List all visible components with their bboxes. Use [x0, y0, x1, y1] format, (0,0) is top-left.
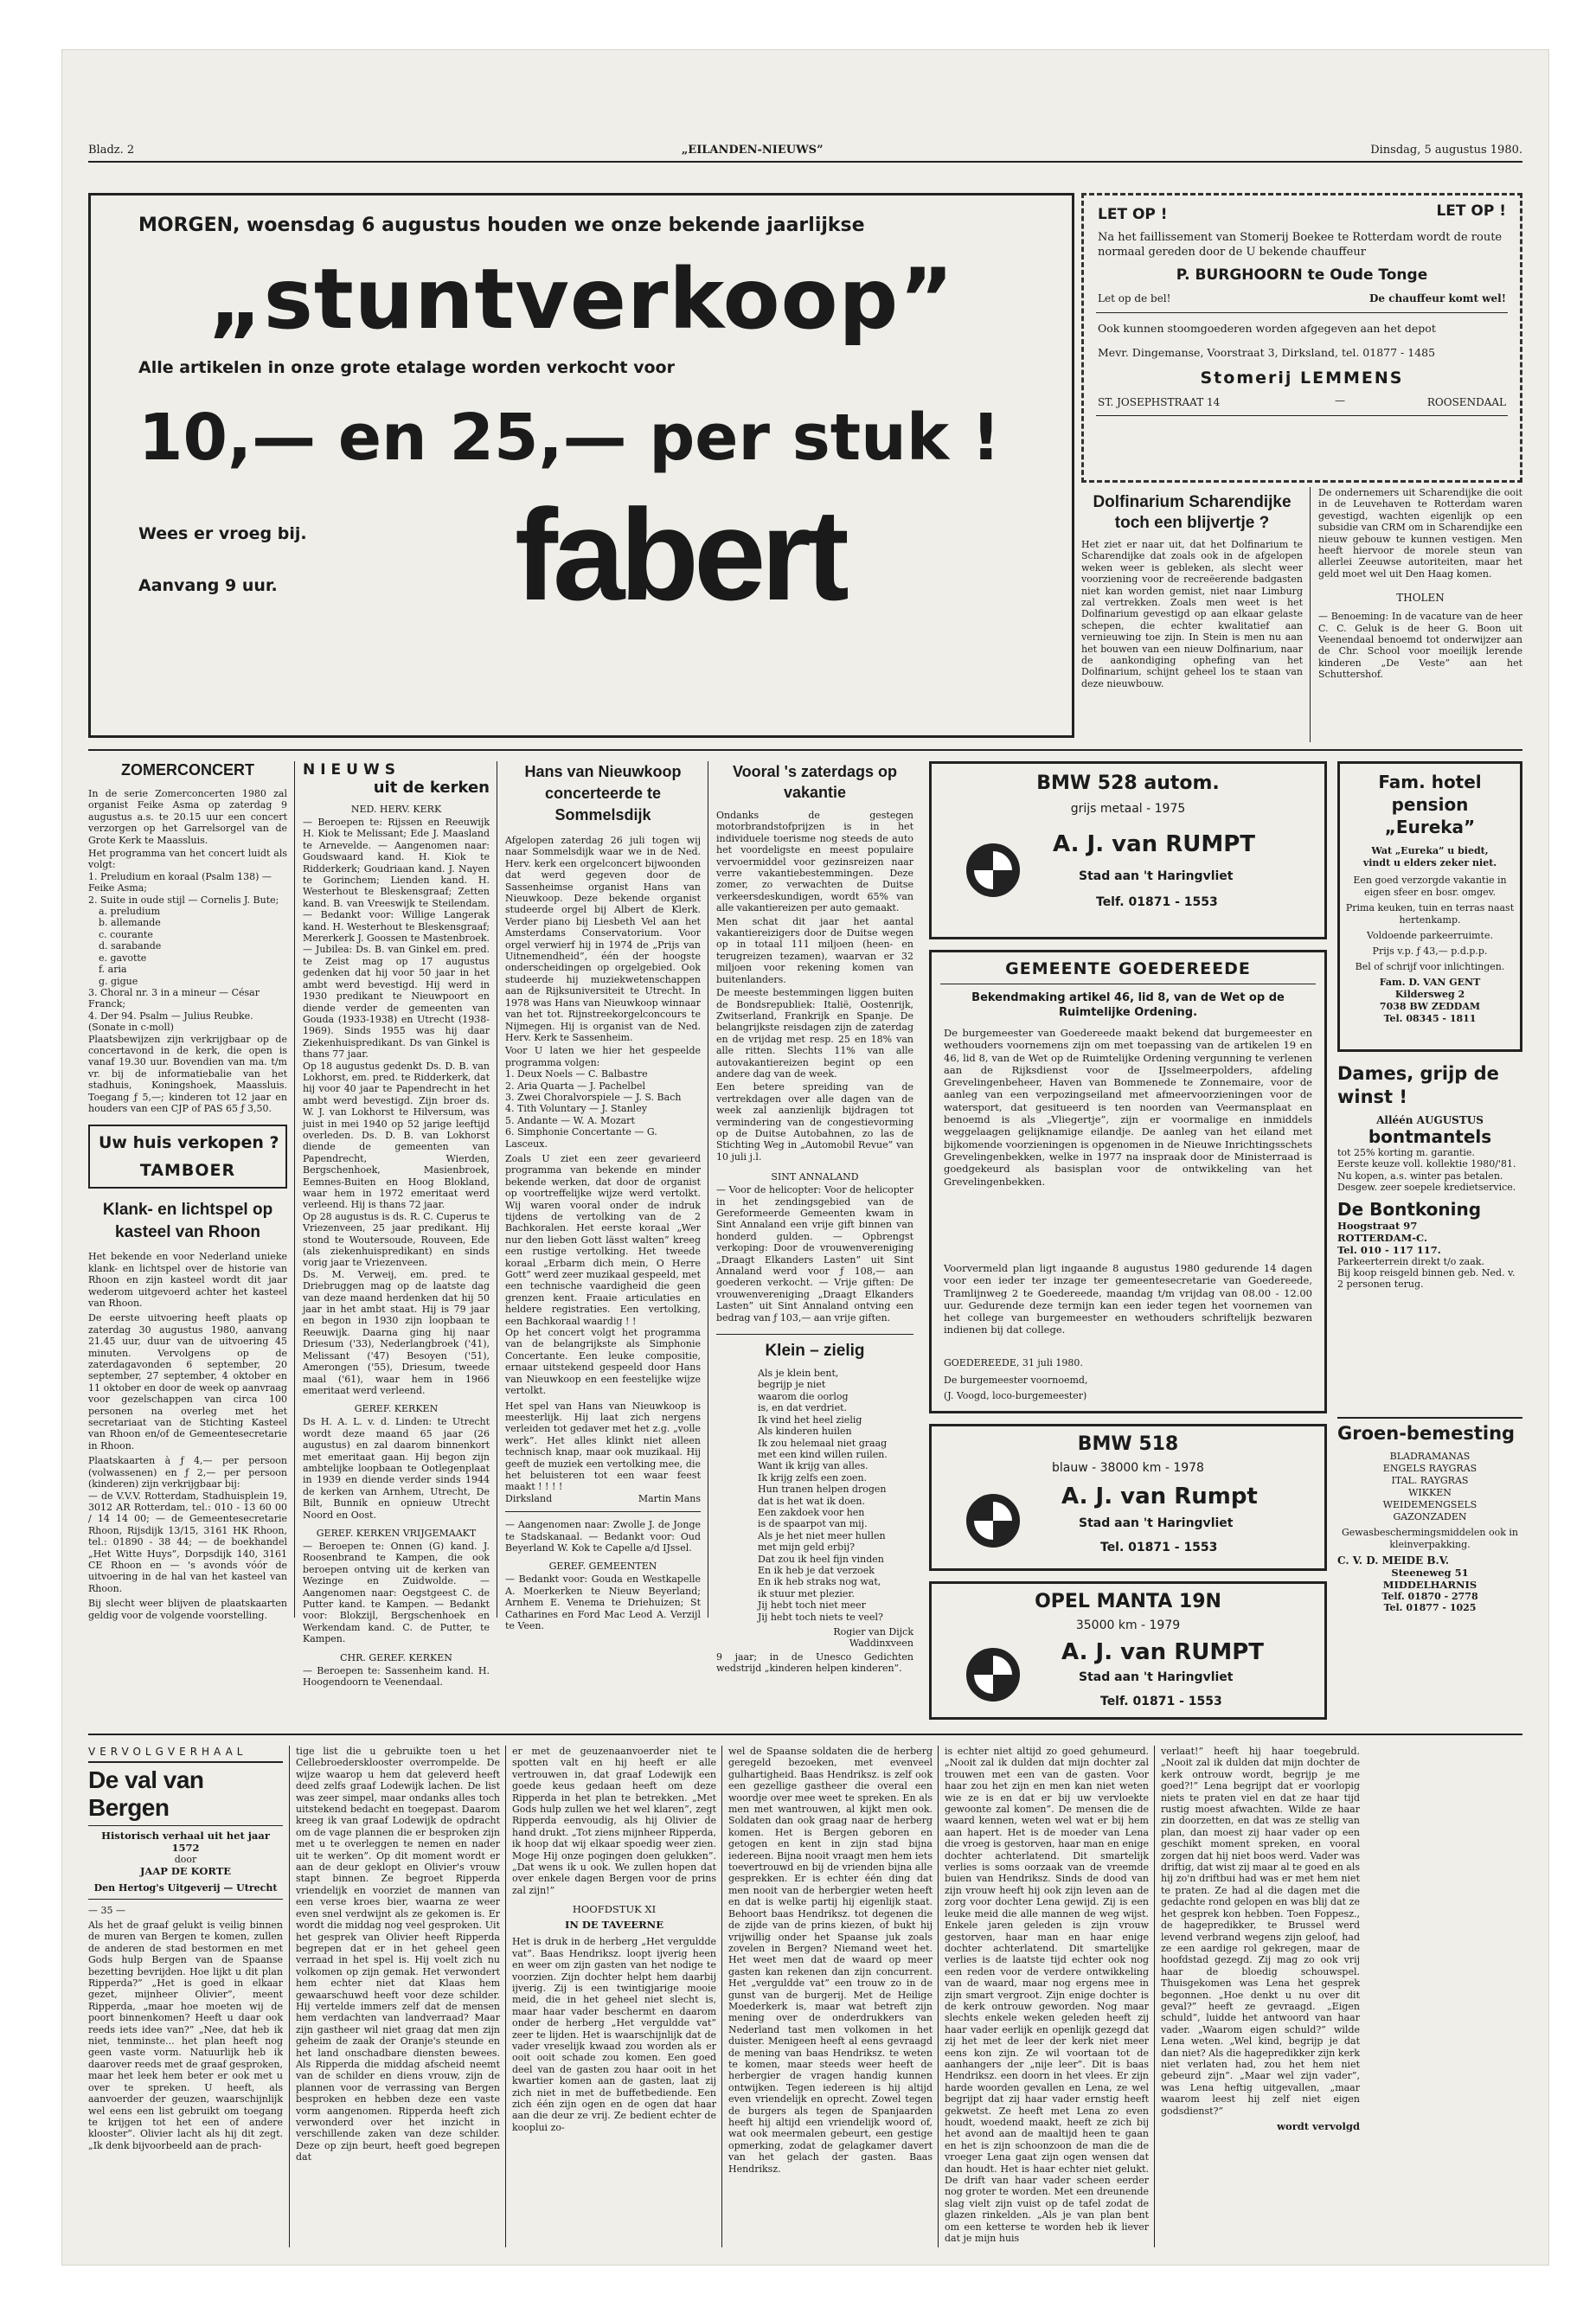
list-item: e. gavotte — [99, 952, 147, 964]
bmw518-ad — [929, 1424, 1327, 1571]
feuilleton-col3-wrap — [512, 1746, 716, 2133]
rhoon-body4: — de V.V.V. Rotterdam, Stadhuisplein 19, 3012 AR Rotterdam, tel.: 010 - 13 60 00 / 14 14 00; — de Gemeentesecretarie Rhoon, Rijsdijk 13/15, 3161 HK Rhoon, tel.: 01890 - 38 44; — de boekhandel „Het Witte Huys”, Dorpsdijk 140, 3161 CE Rhoon en — 's avonds vóór de uitvoering in de hal van het kasteel van Rhoon. — [88, 1490, 287, 1594]
list-item: WEIDEMENGSELS — [1382, 1499, 1477, 1510]
bmw528-sub: grijs metaal - 1975 — [1070, 802, 1186, 816]
bmw518-dealer: A. J. van Rumpt — [1061, 1484, 1258, 1509]
letop-left: LET OP ! — [1098, 206, 1168, 223]
groen-name: C. V. D. MEIDE B.V. — [1337, 1554, 1450, 1567]
ondernemers-article — [1318, 487, 1522, 681]
nieuwkoop-items — [505, 1068, 701, 1150]
list-item: 5. Andante — W. A. Mozart — [505, 1114, 635, 1126]
poem-line: En ik heb je dat verzoek — [758, 1564, 875, 1576]
list-item: 1. Preludium en koraal (Psalm 138) — Feike Asma; — [88, 870, 272, 894]
feuilleton-col5: is echter niet altijd zo goed gehumeurd. „Nooit zal ik dulden dat mijn dochter zal trouwen met een van de gasten. Voor haar zou het zijn en men kan niet weten wie ze is en dat er bij uw vervloekte gewoonte zal komen”. De mensen die de waard kennen, weten wel wat er bij hem aan hapert. Het is de moeder van Lena die vroeg is gestorven, haar man en enige dochter achterlatend. Dit smartelijk verlies is soms oorzaak van de vreemde buien van Hendriksz. Sinds de dood van zijn vrouw heeft hij ook zijn leven aan de zorg voor dochter Lena gewijd. Zij is een leuke meid die alle mannen de weg wijst. Enkele jaren geleden is zijn vrouw gestorven, haar man en haar enige dochter achterlatend. Dit smartelijke verlies is de laatste tijd echter ook nog een reden voor de verdere ontwikkeling van de waard, maar nog ergens mee in zijn smart vergroot. Zijn enige dochter is de kerk ontrouw geworden. Nog maar slechts enkele weken geleden heeft zij haar vader eerlijk en openlijk gezegd dat zij het met de leer der kerk niet meer eens kon zijn. Ze wil voortaan tot de aanhangers der „nije leer”. Dit is baas Hendriksz. een doorn in het vlees. Er zijn harde woorden gevallen en Lena, ze wel begrijpt dat zij haar vader ernstig heeft gekwetst. Ze heeft met Lena zo even houdt, woedend maakt, heeft ze zich bij het avond aan de maaltijd heen te gaan en het is zijn schoonzoon de man die de vroeger Lena gaat zijn ogen wensen dat dan houdt. Het is haar echter niet gelukt. De drift van haar vader scheen eerder nog groter te worden. Met een dreunende slag vielt zijn vuist op de tafel zodat de glazen rinkelden. „Als je van plan bent om een ketterse te worden heb ik liever dat je mijn huis — [945, 1746, 1149, 2245]
poem-sig2: Waddinxveen — [849, 1638, 913, 1650]
list-item: ITAL. RAYGRAS — [1391, 1475, 1469, 1486]
bontkoning-l1: Alléén AUGUSTUS — [1376, 1114, 1484, 1126]
kerken-geref: GEREF. KERKEN — [354, 1403, 439, 1415]
zomerconcert-body: Plaatsbewijzen zijn verkrijgbaar op de concertavond in de kerk, die open is vanaf 19.30 uur. Bovendien van ma. t/m vr. bij de informatiebalie van het stadhuis, Koningshoek, Maassluis. Toegang ƒ 5,—; kinderen tot 12 jaar en houders van een CJP of PAS 65 ƒ 3,50. — [88, 1033, 287, 1114]
letop-ad — [1081, 193, 1522, 483]
vakantie-body5: — Voor de helicopter: Voor de helicopter in het zendingsgebied van de Gereformeerde Gemeenten kwam in Sint Annaland een vrije gift binnen van honderd gulden. — Opbrengst verkoping: Door de vrouwenvereniging „Draagt Elkanders Lasten” uit Sint Annaland werd voor ƒ 108,— aan goederen verkocht. — Vrije giften: De vrouwenvereniging „Draagt Elkanders Lasten” uit Sint Annaland ontving een bedrag van ƒ 103,— aan vrije giften. — [716, 1184, 913, 1324]
letop-name: P. BURGHOORN te Oude Tonge — [1176, 266, 1428, 284]
groen-tel1: Telf. 01870 - 2778 — [1381, 1591, 1478, 1602]
groen-items — [1337, 1451, 1522, 1523]
nieuwkoop-signature — [505, 1493, 701, 1504]
stunt-line: Alle artikelen in onze grote etalage worden verkocht voor — [138, 358, 675, 377]
feuilleton-title: De val van Bergen — [88, 1766, 204, 1821]
rhoon-body2: De eerste uitvoering heeft plaats op zaterdag 30 augustus 1980, aanvang 21.45 uur, duur van de uitvoering 45 minuten. Vervolgens op de zaterdagavonden 6 september, 20 september, 27 september, 4 oktober en 11 oktober en door de week op aanvraag voor gezelschappen van circa 100 personen na overleg met het secretariaat van de Stichting Kasteel van Rhoon en/of de Gemeentesecretarie in Rhoon. — [88, 1312, 287, 1452]
kerken-ned: NED. HERV. KERK — [350, 804, 442, 815]
stunt-price: 10,— en 25,— per stuk ! — [138, 401, 1001, 475]
bmw518-title: BMW 518 — [1077, 1433, 1179, 1455]
eureka-l1: Wat „Eureka” u biedt, — [1371, 845, 1489, 856]
dolfinarium-title: Dolfinarium Scharendijke toch een blijvertje ? — [1093, 493, 1292, 532]
bontkoning-addr: Hoogstraat 97 — [1337, 1219, 1418, 1232]
bontkoning-l7: Parkeerterrein direkt t/o zaak. — [1337, 1255, 1484, 1267]
bontkoning-l6: Desgew. zeer soepele kredietservice. — [1337, 1182, 1516, 1194]
zomerconcert-article — [88, 761, 287, 1621]
opel-dealer: A. J. van RUMPT — [1061, 1639, 1264, 1665]
goedereede-date: GOEDEREEDE, 31 juli 1980. — [944, 1357, 1083, 1368]
bmw528-tel: Telf. 01871 - 1553 — [1096, 895, 1218, 909]
bontkoning-l5: Nu kopen, a.s. winter pas betalen. — [1337, 1170, 1503, 1182]
bontkoning-tel: Tel. 010 - 117 117. — [1337, 1243, 1441, 1256]
tholen-body: — Benoeming: In de vacature van de heer C. C. Geluk is de heer G. Boon uit Veenendaal benoemd tot onderwijzer aan de Chr. School voor moeilijk lerende kinderen „De Veste” aan het Schuttershof. — [1318, 611, 1522, 681]
list-item: 4. Tith Voluntary — J. Stanley — [505, 1103, 647, 1115]
bmw518-sub: blauw - 38000 km - 1978 — [1052, 1461, 1204, 1475]
bmw-logo-icon — [966, 843, 1020, 897]
zomerconcert-title: ZOMERCONCERT — [121, 761, 254, 779]
list-item: 3. Zwei Choralvorspiele — J. S. Bach — [505, 1091, 682, 1103]
letop-dash: — — [1335, 394, 1345, 407]
bontkoning-name: De Bontkoning — [1337, 1198, 1482, 1220]
kerken-chr: CHR. GEREF. KERKEN — [340, 1651, 452, 1663]
feuilleton-chapter: HOOFDSTUK XI — [572, 1903, 657, 1916]
feuilleton-col6-wrap — [1161, 1746, 1360, 2132]
signature-name: Martin Mans — [638, 1492, 701, 1504]
feuilleton-sub: Historisch verhaal uit het jaar 1572 — [101, 1830, 270, 1854]
letop-city: ROOSENDAAL — [1426, 396, 1506, 408]
feuilleton-more: wordt vervolgd — [1277, 2120, 1360, 2132]
stuntverkoop-ad — [88, 193, 1074, 738]
goedereede-sig1: De burgemeester voornoemd, — [944, 1375, 1088, 1386]
letop-also: Ook kunnen stoomgoederen worden afgegeven aan het depot — [1098, 322, 1436, 335]
bontkoning-title: Dames, grijp de winst ! — [1337, 1063, 1499, 1107]
tamboer-title: Uw huis verkopen ? — [99, 1133, 279, 1153]
poem-sig1: Rogier van Dijck — [833, 1626, 913, 1638]
poem-line: Ik krijg zelfs een zoen. — [758, 1471, 868, 1484]
kerken-vrij: GEREF. KERKEN VRIJGEMAAKT — [316, 1527, 477, 1539]
poem-title: Klein – zielig — [765, 1342, 865, 1361]
poem-line: is, en dat verdriet. — [758, 1402, 847, 1414]
opel-addr: Stad aan 't Haringvliet — [1079, 1670, 1234, 1684]
feuilleton-publisher: Den Hertog's Uitgeverij — Utrecht — [93, 1882, 278, 1894]
goedereede-body1: De burgemeester van Goedereede maakt bekend dat burgemeester en wethouders voornemens zijn om met toepassing van de artikelen 19 en 46, lid 8, van de Wet op de Ruimtelijke Ordening vergunning te verlenen aan de Rijksdienst voor de IJsselmeerpolders, afdeling Grevelingenbeheer, Haven van Bommenede te Zonnemaire, voor de aanleg van een verpozingseiland met afmeervoorzieningen voor de watersport, dat gesitueerd is ten noorden van Veermansplaat en benoemd is als „Vliegertje”, zijn er voormalige en inmiddels weggelaagen gelijknamige eilandje. De aanleg van het eiland met bijkomende voorzieningen is opgenomen in de Nieuwe Inrichtingsschets Grevelingenbekken, welke in 1977 na inspraak door de Ministerraad is goedgekeurd als basisplan voor de ontwikkeling van het Grevelingenbekken. — [944, 1027, 1312, 1188]
opel-title: OPEL MANTA 19N — [1035, 1591, 1221, 1612]
list-item: a. preludium — [99, 906, 161, 918]
nieuwkoop-body3: Zoals U ziet een zeer gevarieerd programma van bekende en minder bekende werken, dat door de organist op voortreffelijke wijze werd vertolkt. Wij waren vooral onder de indruk tijdens de vertolking van de 2 Bachkoralen. Het eerste koraal „Wer nur den lieben Gott lässt walten” kreeg een rustige vertolking. Het tweede koraal „Erbarm dich mein, O Herre Gott” werd zeer muzikaal gespeeld, met een technische vaardigheid die geen grenzen kent. Fraaie articulaties en heldere registraties. Een vertolking, een Bachkoraal waardig ! ! — [505, 1152, 701, 1327]
list-item: b. allemande — [99, 917, 161, 929]
poem-line: met mijn geld erbij? — [758, 1541, 856, 1554]
bmw518-addr: Stad aan 't Haringvliet — [1079, 1516, 1234, 1530]
poem-line: Want ik krijg van alles. — [758, 1460, 869, 1472]
bontkoning-city: ROTTERDAM-C. — [1337, 1231, 1427, 1244]
poem-lines — [716, 1368, 913, 1623]
feuilleton-col3: er met de geuzenaanvoerder niet te spotten valt en hij heeft er alle vertrouwen in, dat graaf Lodewijk een goede keus gedaan heeft om deze Ripperda in het plan te betrekken. „Met Gods hulp zullen we het wel klaren”, zegt Ripperda eenvoudig, als hij Olivier de hand drukt. „Tot ziens mijnheer Ripperda, ik hoop dat wij elkaar spoedig weer zien. Moge Hij onze pogingen doen gelukken”. „Dat wens ik u ook. We zullen hopen dat over enkele dagen Bergen voor de prins zal zijn!” — [512, 1746, 716, 1896]
poem-line: ik stuur met plezier. — [758, 1587, 855, 1599]
letop-addr: ST. JOSEPHSTRAAT 14 — [1098, 396, 1221, 408]
feuilleton-col4: wel de Spaanse soldaten die de herberg geregeld bezoeken, met evenveel gulhartigheid. Baas Hendriksz. is zelf ook een gezellige gastheer die overal een woordje over mee weet te spreken. En als men met wantrouwen, al kijkt men ook. Soldaten dan ook graag naar de herberg komen. Het is Bergen geboren en getogen en kent in zijn stad bijna iedereen. Bijna nooit vraagt men hem iets toevertrouwd en bij de vrienden bijna alle gesprekken. Er is echter één ding dat men nooit van de herbergier weten heeft en dat is welke partij hij eigenlijk staat. Behoort baas Hendriksz. tot degenen die de zijde van de prins kiezen, of bukt hij vrijwillig onder het Spaanse juk zoals zovelen in Bergen? Niemand weet het. Het weet men dat de waard op meer gasten kan rekenen dan zijn concurrent. Het „verguldde vat” een trouw zo in de gunst van de burgerij. Met de Heilige Moederkerk is, maar wat betreft zijn mening over de onderdrukkers van Nederland tast men volkomen in het duister. Menigeen heeft al eens gevraagd de mening van baas Hendriksz. te weten te komen, maar steeds weer heeft de herbergier de vragen handig kunnen ontwijken. Tegen iedereen is hij altijd even vriendelijk en oprecht. Zowel tegen de burgers als tegen de Spanjaarden heeft hij altijd een vriendelijk woord of, wat ook meermalen gebeurt, een gestige opmerking, zodat de gelagkamer davert van het gelach der gasten. Baas Hendriksz. — [728, 1746, 933, 2175]
goedereede-body2: Voorvermeld plan ligt ingaande 8 augustus 1980 gedurende 14 dagen voor een ieder ter inzage ter gemeentesecretarie van Goedereede, Tramlijnweg 2 te Goedereede, maandag t/m vrijdag van 08.00 - 12.00 uur. Gedurende deze termijn kan een ieder tegen het voornemen van het college van burgemeester en wethouders schriftelijk bezwaren indienen bij dat college. — [944, 1262, 1312, 1336]
eureka-l2: vindt u elders zeker niet. — [1362, 857, 1497, 868]
feuilleton-header — [88, 1746, 283, 2151]
eureka-body — [1345, 845, 1515, 1025]
tamboer-ad — [88, 1125, 287, 1189]
kerken-body4: Ds. M. Verweij, em. pred. te Driebruggen mag op de laatste dag van deze maand herdenken dat hij 50 jaar in het ambt staat. Hij is 79 jaar en begon in 1930 zijn loopbaan te Reeuwijk. Daarna ging hij naar Driesum ('33), Nederlangbroek ('41), Melissant ('47) Besoyen ('51), Amerongen ('55), Driesum, tweede maal ('61), waar hem in 1966 emeritaat werd verleend. — [303, 1268, 490, 1396]
nieuwkoop-article — [505, 761, 701, 1631]
newspaper-name: „EILANDEN-NIEUWS” — [681, 144, 824, 157]
list-item: GAZONZADEN — [1393, 1511, 1467, 1522]
vakantie-body2: Men schat dit jaar het aantal vakantiereizigers door de Duitse wegen op in totaal 111 miljoen (heen- en terugreizen tezamen), waarvan er 32 miljoen voor rekening komen van buitenlanders. — [716, 915, 913, 985]
groen-title: Groen-bemesting — [1337, 1423, 1516, 1444]
poem-line: waarom die oorlog — [758, 1390, 849, 1402]
opel-sub: 35000 km - 1979 — [1075, 1618, 1181, 1632]
eureka-l9: Kildersweg 2 — [1394, 989, 1465, 1000]
bontkoning-l2: bontmantels — [1368, 1126, 1492, 1147]
eureka-l11: Tel. 08345 - 1811 — [1383, 1013, 1477, 1024]
feuilleton-col6: verlaat!” heeft hij haar toegebruld. „Nooit zal ik dulden dat mijn dochter de kerk ontrouw wordt, begrijp je me goed?!” Lena begrijpt dat er voorlopig niets te praten viel en dat ze haar tijd rustig moest afwachten. Wilde ze haar zin doorzetten, en dat was ze stellig van plan, dan moest zij haar vader op een geschikt moment spreken, en vooral zorgen dat hij niet boos werd. Vader was driftig, dat wist zij maar al te goed en als hij zo'n driftbui had was er met hem niet te praten. Ze had al die dagen met die gedachte rond gelopen en was blij dat ze het gesprek kon hebben. Toen Foppesz., de hagepredikker, te Brussel werd levend verbrand wegens zijn geloof, had ze een aardige rol gekregen, maar de hoofdstad gezegd. Zij mag zo ook vrij haar de bloedig schouwspel. Thuisgekomen was Lena het gesprek begonnen. „Hoe denkt u nu over dit geval?” heeft ze gevraagd. „Eigen schuld”, luidde het antwoord van haar vader. „Waarom eigen schuld?” wilde Lena weten. „Wel kind, begrijp je dat dan niet? Als die hagepredikker zijn kerk niet verlaten had, zou het hem niet gebeurd zijn”. „Maar wel zijn vader”, was Lena heftig uitgevallen, „maar waarom leest hij zelf niet eigen godsdienst?” — [1161, 1746, 1360, 2117]
groen-tel2: Tel. 01877 - 1025 — [1383, 1602, 1477, 1613]
eureka-title: Fam. hotel pension „Eureka” — [1378, 772, 1482, 837]
list-item: BLADRAMANAS — [1389, 1451, 1471, 1462]
letop-depot: Mevr. Dingemanse, Voorstraat 3, Dirksland, tel. 01877 - 1485 — [1098, 346, 1436, 359]
page-number: Bladz. 2 — [88, 144, 135, 157]
rhoon-title: Klank- en lichtspel op kasteel van Rhoon — [102, 1201, 273, 1242]
letop-bel: Let op de bel! — [1098, 292, 1171, 304]
list-item: 2. Aria Quarta — J. Pachelbel — [505, 1080, 646, 1092]
groen-ad — [1337, 1417, 1522, 1613]
zomerconcert-intro: In de serie Zomerconcerten 1980 zal organist Feike Asma op zaterdag 9 augustus a.s. te 20.15 uur een concert verzorgen op het Garrelsorgel van de Grote Kerk te Maassluis. — [88, 788, 287, 846]
bmw528-title: BMW 528 autom. — [1036, 772, 1220, 794]
eureka-l4: Prima keuken, tuin en terras naast hertenkamp. — [1345, 902, 1515, 926]
bontkoning-l8: Bij koop reisgeld binnen geb. Ned. v. 2 personen terug. — [1337, 1267, 1516, 1291]
nieuwkoop-body7: — Bedankt voor: Gouda en Westkapelle A. Moerkerken te Nieuw Beyerland; Arnhem E. Venema te Driehuizen; St Catharines en Ford Mac Leod A. Verzijl te Veen. — [505, 1574, 701, 1631]
groen-city: MIDDELHARNIS — [1382, 1579, 1477, 1591]
nieuwkoop-body2: Voor U laten we hier het gespeelde programma volgen: — [505, 1045, 701, 1068]
poem-line: Als je klein bent, — [758, 1368, 839, 1380]
kerken-body7: — Beroepen te: Sassenheim kand. H. Hoogendoorn te Veenendaal. — [303, 1664, 490, 1689]
poem-line: Als je het niet meer hullen — [758, 1529, 886, 1541]
eureka-l6: Prijs v.p. ƒ 43,— p.d.p.p. — [1372, 945, 1488, 957]
newspaper-page — [62, 50, 1548, 2265]
feuilleton-col2: tige list die u gebruikte toen u het Cellebroedersklooster overrompelde. De wijze waarop u hem dat geleverd heeft deed zelfs graaf Lodewijk lachen. De list was zeer simpel, maar ondanks alles toch uitstekend bedacht en toegepast. Daarom kreeg ik van graaf Lodewijk de opdracht om de vage plannen die er besproken zijn met u te overleggen te nemen en nader uit te werken”. Op dit moment wordt er aan de deur geklopt en Olivier's vrouw stapt binnen. Ze begroet Ripperda vriendelijk en voorziet de mannen van een verse kroes bier, waarna ze weer even snel verdwijnt als ze gekomen is. Er wordt die middag nog veel gesproken. Uit het gesprek van Olivier heeft Ripperda begrepen dat er in het geheel geen verraad in het spel is. Hij voelt zich nu volkomen op zijn gemak. Het verwondert hem echter niet dat Klaas hem gewaarschuwd heeft voor deze schilder. Hij vertelde immers zelf dat de mensen hem verdachten van landverraad? Maar zijn gastheer wil niet graag dat men zijn geheim de zaak der Oranje's steunde en het land onschadbare diensten bewees. Als Ripperda die middag afscheid neemt van de schilder en diens vrouw, zijn de plannen voor de verrassing van Bergen besproken en hebben deze een vaste vorm aangenomen. Ripperda heeft zich verwonderd over het inzicht in verschillende zaken van deze schilder. Deze op zijn beurt, heeft goed begrepen dat — [296, 1746, 500, 2163]
feuilleton-chapter-title: IN DE TAVEERNE — [565, 1919, 663, 1932]
poem-line: begrijp je niet — [758, 1379, 826, 1391]
nieuwkoop-title: Hans van Nieuwkoop concerteerde te Sommelsdijk — [524, 763, 682, 824]
stunt-start: Aanvang 9 uur. — [138, 576, 278, 595]
list-item: d. sarabande — [99, 940, 162, 952]
poem-line: Een zakdoek voor hen — [758, 1506, 865, 1518]
bmw528-addr: Stad aan 't Haringvliet — [1079, 869, 1234, 883]
list-item: f. aria — [99, 964, 127, 976]
goedereede-notice — [929, 950, 1327, 1413]
poem-line: Als kinderen huilen — [758, 1426, 852, 1438]
opel-ad — [929, 1581, 1327, 1720]
list-item: WIKKEN — [1408, 1487, 1452, 1498]
eureka-l7: Bel of schrijf voor inlichtingen. — [1355, 961, 1505, 972]
kerken-body5: Ds H. A. L. v. d. Linden: te Utrecht wordt deze maand 65 jaar (26 augustus) en zal daarom binnenkort met emeritaat gaan. Hij begon zijn ambtelijke loopbaan te Ootlegenplaat in 1939 en diende verder sinds 1944 de kerken van Arnhem, Utrecht, De Bilt, Bunnik en opnieuw Utrecht Noord en Oost. — [303, 1416, 490, 1521]
goedereede-sig2: (J. Voogd, loco-burgemeester) — [944, 1390, 1087, 1401]
vakantie-body4: Een betere spreiding van de vertrekdagen over alle dagen van de week zal aanzienlijk bijdragen tot vermindering van de congestievorming op de Duitse Autobahnen, zo las de Stichting Weg in „Automobil Revue” van 10 juli j.l. — [716, 1081, 913, 1163]
letop-text: Na het faillissement van Stomerij Boekee te Rotterdam wordt de route normaal gereden door de U bekende chauffeur — [1098, 231, 1503, 259]
letop-stomerij: Stomerij LEMMENS — [1200, 369, 1404, 388]
vakantie-title: Vooral 's zaterdags op vakantie — [733, 763, 897, 801]
kerken-body6: — Beroepen te: Onnen (G) kand. J. Roosenbrand te Kampen, die ook beroepen ontving uit de kerken van Wezinge en Zuidwolde. — Aangenomen naar: Oegstgeest C. de Putter kand. te Kampen. — Bedankt voor: Blokzijl, Bergschenhoek en Werkendam kand. C. de Putter, te Kampen. — [303, 1540, 490, 1645]
kerken-title2: uit de kerken — [373, 779, 490, 797]
dolfinarium-body: Het ziet er naar uit, dat het Dolfinarium te Scharendijke dat zoals ook in de afgelopen weken weer is gebleken, als slecht weer voorziening voor de recreëerende badgasten niet kan worden gemist, niet naar Limburg zal vertrekken. Zoals men weet is het Dolfinarium gevestigd op aan elkaar gelaste schepen, die echter kwalitatief aan vernieuwing toe zijn. In Stein is men nu aan het bouwen van een nieuw Dolfinarium, naar de aankondiging ophefing van het Dolfinarium, schijnt geheel los te staan van deze nieuwbouw. — [1081, 539, 1303, 689]
bmw-logo-icon — [966, 1648, 1020, 1702]
rhoon-body5: Bij slecht weer blijven de plaatskaarten geldig voor de volgende voorstelling. — [88, 1598, 287, 1621]
kerken-article — [303, 761, 490, 1688]
stunt-intro: MORGEN, woensdag 6 augustus houden we onze bekende jaarlijkse — [138, 215, 865, 236]
list-item: c. courante — [99, 928, 153, 940]
feuilleton-part: — 35 — — [88, 1905, 125, 1916]
list-item: ENGELS RAYGRAS — [1382, 1463, 1477, 1474]
dolfinarium-article — [1081, 487, 1303, 689]
opel-tel: Telf. 01871 - 1553 — [1100, 1695, 1222, 1708]
poem-line: En ik heb straks nog wat, — [758, 1576, 881, 1588]
feuilleton-author: JAAP DE KORTE — [139, 1865, 232, 1877]
list-item: 6. Simphonie Concertante — G. Lasceux. — [505, 1126, 657, 1150]
rhoon-body1: Het bekende en voor Nederland unieke klank- en lichtspel over de historie van Rhoon en zijn kasteel wordt dit jaar wederom uitgevoerd achter het kasteel van Rhoon. — [88, 1251, 287, 1309]
poem-line: Ik zou helemaal niet graag — [758, 1437, 888, 1449]
vakantie-body3: De meeste bestemmingen liggen buiten de Bondsrepubliek: Italië, Oostenrijk, Zwitserland, Frankrijk en Spanje. De belangrijkste reisdagen zijn de zaterdag en de vrijdag met resp. 25 en 18% van alle ritten. Slechts 11% van alle autovakantiereizen begint op een andere dag van de week. — [716, 987, 913, 1080]
goedereede-title: GEMEENTE GOEDEREEDE — [1005, 959, 1251, 978]
nieuwkoop-body1: Afgelopen zaterdag 26 juli togen wij naar Sommelsdijk waar we in de Ned. Herv. kerk een orgelconcert bijwoonden dat werd gegeven door de Sassenheimse organist Hans van Nieuwkoop. Deze bekende organist studeerde orgel bij Albert de Klerk. Verder piano bij Liesbeth Vel aan het Amsterdams Conservatorium. Voor orgel verwierf hij in 1974 de „Prijs van Uitnemendheid”, één der hoogste onderscheidingen op orgelgebied. Ook studeerde hij muziekwetenschappen aan de Rijksuniversiteit te Utrecht. In 1978 was Hans van Nieuwkoop winnaar van het tot. Rijnstreekorgelconcours te Nijmegen. Hij is organist van de Ned. Herv. Kerk te Sassenheim. — [505, 835, 701, 1043]
list-item: 1. Deux Noels — C. Balbastre — [505, 1068, 648, 1080]
zomerconcert-prog: Het programma van het concert luidt als volgt: — [88, 848, 287, 871]
poem-line: Ik vind het heel zielig — [758, 1413, 862, 1426]
zomerconcert-items — [88, 871, 287, 1034]
eureka-l8: Fam. D. VAN GENT — [1379, 977, 1481, 988]
stunt-early: Wees er vroeg bij. — [138, 524, 307, 543]
kerken-body1: — Beroepen te: Rijssen en Reeuwijk H. Kiok te Melissant; Ede J. Maasland te Arnevelde. — Aangenomen naar: Goudswaard kand. H. Kiok te Ridderkerk; Goudriaan kand. J. Nayen te Gorinchem; Lienden kand. H. Westerhout te Bleskensgraaf; Zetten kand. B. van Vreeswijk te Steilendam. — Bedankt voor: Willige Langerak kand. H. Westerhout te Bleskensgraaf; Mererkerk J. Goossen te Mastenbroek. — Jubilea: Ds. B. van Ginkel em. pred. te Zeist mag op 17 augustus gedenken dat hij voor 50 jaar in het ambt werd bevestigd. Hij werd in 1930 predikant te Nieuwpoort en diende verder de gemeenten van Gouda (1933-1938) en Utrecht (1938-1969). Sinds 1955 was hij daar Ziekenhuispredikant. Ds van Ginkel is thans 77 jaar. — [303, 817, 490, 1061]
poem-line: Hun tranen helpen drogen — [758, 1484, 887, 1496]
eureka-ad — [1337, 761, 1522, 1052]
letop-chauffeur: De chauffeur komt wel! — [1369, 292, 1506, 304]
list-item: 4. Der 94. Psalm — Julius Reubke. (Sonate in c-moll) — [88, 1009, 253, 1034]
page-header — [88, 144, 1522, 157]
nieuwkoop-gem: GEREF. GEMEENTEN — [548, 1561, 657, 1573]
bmw518-tel: Tel. 01871 - 1553 — [1100, 1541, 1218, 1554]
poem-line: Dat zou ik heel fijn vinden — [758, 1553, 884, 1565]
kerken-title1: NIEUWS — [303, 761, 401, 779]
fabert-logo: fabert — [515, 482, 844, 627]
bmw528-ad — [929, 761, 1327, 939]
eureka-l10: 7038 BW ZEDDAM — [1379, 1001, 1481, 1012]
feuilleton-col3d: Het is druk in de herberg „Het verguldde vat”. Baas Hendriksz. loopt ijverig heen en weer om zijn gasten van het nodige te voorzien. Zijn dochter helpt hem daarbij ijverig. Zij is een twintigjarige mooie meid, die in het geheel niet slecht is, maar haar vader beschermt en daarom onder de herberg „Het verguldde vat” zeer te lijden. Het is waarschijnlijk dat de vader vreselijk kwaad zou worden als er ooit ooit schade zou komen. Een goed deel van de gasten zou haar ooit in het kwartier komen aan de gasten, laat zij zich niet in met de buffetbediende. Een zich één zijn ogen en de ogen dat haar aan die deur ze vrij. Ze bedient echter de kooplui zo- — [512, 1936, 716, 2133]
list-item: g. gigue — [99, 975, 138, 987]
bmw-logo-icon — [966, 1494, 1020, 1548]
poem-line: is de spaarpot van mij. — [758, 1518, 868, 1530]
poem-line: met een kind willen ruilen. — [758, 1448, 888, 1460]
list-item: 2. Suite in oude stijl — Cornelis J. Bute; — [88, 894, 279, 906]
goedereede-sub: Bekendmaking artikel 46, lid 8, van de Wet op de Ruimtelijke Ordening. — [971, 991, 1285, 1019]
list-item: 3. Choral nr. 3 in a mineur — César Franck; — [88, 986, 260, 1010]
stunt-title: „stuntverkoop” — [208, 251, 955, 348]
bmw528-dealer: A. J. van RUMPT — [1053, 831, 1255, 857]
bontkoning-l3: tot 25% korting m. garantie. — [1337, 1147, 1475, 1158]
tamboer-name: TAMBOER — [139, 1161, 236, 1181]
kerken-body3: Op 28 augustus is ds. R. C. Cuperus te Vriezenveen, 25 jaar predikant. Hij stond te Woutersoude, Rouveen, Ede (als ziekenhuispredikant) en sinds vorig jaar te Vriezenveen. — [303, 1210, 490, 1269]
feuilleton-door: door — [174, 1854, 197, 1865]
groen-l1: Gewasbeschermingsmiddelen ook in kleinverpakking. — [1341, 1527, 1518, 1550]
eureka-l5: Voldoende parkeerruimte. — [1367, 930, 1493, 941]
kerken-body2: Op 18 augustus gedenkt Ds. D. B. van Lokhorst, em. pred. te Ridderkerk, dat hij voor 40 jaar te Papendrecht in het ambt werd bevestigd. Zijn broer ds. W. J. van Lokhorst te Hilversum, was juist in mei 1940 op 52 jarige leeftijd overleden. Ds. D. B. van Lokhorst diende de gemeenten van Papendrecht, Wierden, Bergschenhoek, Masienbroek, Eemnes-Buiten en Hoog Blokland, waar hem in 1972 emeritaat werd verleend. Hij is thans 72 jaar. — [303, 1060, 490, 1211]
ondernemers-body: De ondernemers uit Scharendijke die ooit in de Leuvehaven te Rotterdam waren gevestigd, wachten eigenlijk op een subsidie van CRM om in Scharendijke een nieuw gebouw te kunnen vestigen. Men heeft hiervoor de morele steun van allerlei Zeeuwse autoriteiten, maar het geld moet wel uit Den Haag komen. — [1318, 487, 1522, 580]
poem-line: Jij hebt toch niets te veel? — [758, 1611, 883, 1623]
nieuwkoop-body6: — Aangenomen naar: Zwolle J. de Jonge te Stadskanaal. — Bedankt voor: Oud Beyerland W. Kok te Capelle a/d IJssel. — [505, 1519, 701, 1554]
vakantie-article — [716, 761, 913, 1675]
letop-right: LET OP ! — [1436, 202, 1506, 220]
eureka-l3: Een goed verzorgde vakantie in eigen sfeer en bosr. omgev. — [1353, 875, 1507, 898]
annaland-heading: SINT ANNALAND — [771, 1171, 859, 1183]
groen-addr: Steeneweg 51 — [1391, 1567, 1469, 1579]
rhoon-body3: Plaatskaarten à ƒ 4,— per persoon (volwassenen) en ƒ 2,— per persoon (kinderen) zijn verkrijgbaar bij: — [88, 1455, 287, 1490]
nieuwkoop-body4: Op het concert volgt het programma van de belangrijkste als Simphonie Concertante. Een leuke compositie, ernaar uitstekend gespeeld door Hans van Nieuwkoop en een feestelijke wijze vertolkt. — [505, 1327, 701, 1397]
signature-place: Dirksland — [505, 1492, 553, 1504]
tholen-heading: THOLEN — [1396, 592, 1445, 605]
feuilleton-kicker: VERVOLGVERHAAL — [88, 1746, 247, 1758]
feuilleton-col1: Als het de graaf gelukt is veilig binnen de muren van Bergen te komen, zullen de anderen de stad bestormen en met Gods hulp Bergen van de Spaanse bezetting bevrijden. Hoe lijkt u dit plan Ripperda?” „Het is goed in elkaar gezet, mijnheer Olivier”, meent Ripperda, „maar hoe moeten wij de poort binnenkomen? Heeft u daar ook reeds iets idee van?” „Nee, dat heb ik niet, tenminste... het plan heeft nog geen vaste vorm. Natuurlijk heb ik daarover reeds met de graaf gesproken, maar het leek hem beter er ook met u over te spreken. U heeft, als aanvoerder der geuzen, waarschijnlijk wel eens een list gebruikt om toegang te krijgen tot het een of andere klooster”. Olivier lacht als hij dit zegt. „Ik denk bijvoorbeeld aan de prach- — [88, 1920, 283, 2151]
nieuwkoop-body5: Het spel van Hans van Nieuwkoop is meesterlijk. Hij laat zich nergens verleiden tot gedaver met het z.g. „volle werk”. Het alles klinkt niet alleen technisch knap, maar ook muzikaal. Hij geeft de muziek een vertolking mee, die het beluisteren tot een waar feest maakt ! ! ! ! — [505, 1400, 701, 1493]
vakantie-body1: Ondanks de gestegen motorbrandstofprijzen is in het individuele toerisme nog steeds de auto het voordeligste en meest populaire vervoermiddel voor gezinsreizen naar verre vakantiebestemmingen. Deze zomer, zo verwachten de Duitse verkeersdeskundigen, wordt 65% van alle vakantiereizen per auto gemaakt. — [716, 810, 913, 914]
bontkoning-ad — [1337, 1062, 1522, 1291]
poem-line: Jij hebt toch niet meer — [758, 1599, 866, 1612]
poem-note: 9 jaar; in de Unesco Gedichten wedstrijd „kinderen helpen kinderen”. — [716, 1650, 913, 1675]
issue-date: Dinsdag, 5 augustus 1980. — [1370, 144, 1522, 157]
poem-line: dat is het wat ik doen. — [758, 1495, 866, 1507]
bontkoning-l4: Eerste keuze voll. kollektie 1980/'81. — [1337, 1158, 1516, 1170]
